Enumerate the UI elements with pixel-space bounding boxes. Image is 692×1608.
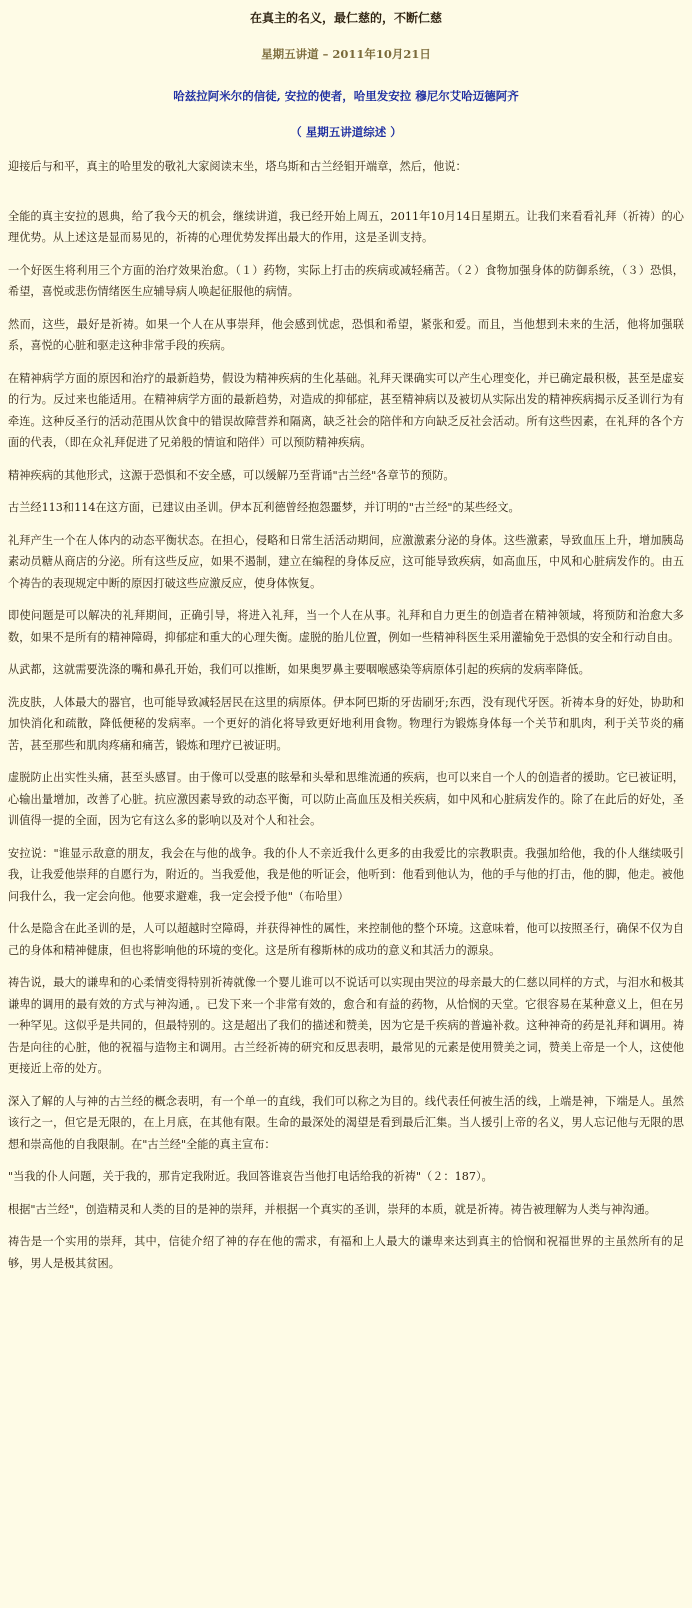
paragraph: 祷告说，最大的谦卑和的心柔情变得特别祈祷就像一个婴儿谁可以不说话可以实现由哭泣的母亲最大的仁慈以同样的方式，与泪水和极其谦卑的调用的最有效的方式与神沟通，。已发下来一个非常有效的，愈合和有益的药物，从恰悯的天堂。它很容易在某种意义上，但在另一种罕见。这似乎是共同的，但最特别的。这是超出了我们的描述和赞美，因为它是千疾病的普遍补救。这种神奇的药是礼拜和调用。祷告是向往的心脏，他的祝福与造物主和调用。古兰经祈祷的研究和反思表明，最常见的元素是使用赞美之词，赞美上帝是一个人，这使他更接近上帝的处方。 <box>8 976 684 1075</box>
paragraph: 礼拜产生一个在人体内的动态平衡状态。在担心，侵略和日常生活活动期间，应激激素分泌的身体。这些激素，导致血压上升，增加胰岛素动员糖从商店的分泌。所有这些反应，如果不遏制，建立在编程的身体反应，这可能导致疾病，如高血压，中风和心脏病发作的。由五个祷告的表现规定中断的原因打破这些应激反应，使身体恢复。 <box>8 533 684 590</box>
paragraph: 古兰经113和114在这方面，已建议由圣训。伊本瓦利德曾经抱怨噩梦，并订明的"古兰经"的某些经文。 <box>8 501 520 514</box>
page-title: 在真主的名义，最仁慈的，不断仁慈 <box>249 11 442 25</box>
paragraph: 什么是隐含在此圣训的是，人可以超越时空障碍，并获得神性的属性，来控制他的整个环境。这意味着，他可以按照圣行，确保不仅为自己的身体和精神健康，但也将影响他的环境的变化。这是所有穆斯林的成功的意义和其活力的源泉。 <box>8 922 684 957</box>
paragraph: 然而，这些，最好是祈祷。如果一个人在从事崇拜，他会感到忧虑，恐惧和希望，紧张和爱。而且，当他想到未来的生活，他将加强联系，喜悦的心脏和驱走这种非常手段的疾病。 <box>8 317 684 352</box>
sermon-date: 星期五讲道 – 2011年10月21日 <box>261 47 431 61</box>
paragraph: 洗皮肤，人体最大的器官，也可能导致减轻居民在这里的病原体。伊本阿巴斯的牙齿刷牙;东西，没有现代牙医。祈祷本身的好处，协助和加快消化和疏散，降低便秘的发病率。一个更好的消化将导致更好地利用食物。物理行为锻炼身体每一个关节和肌肉，利于关节炎的痛苦，甚至那些和肌肉疼痛和痛苦，锻炼和理疗已被证明。 <box>8 695 684 752</box>
paragraph: 从武都，这就需要洗涤的嘴和鼻孔开始，我们可以推断，如果奥罗鼻主要咽喉感染等病原体引起的疾病的发病率降低。 <box>8 663 590 676</box>
paragraph: 一个好医生将利用三个方面的治疗效果治愈。（１）药物，实际上打击的疾病或减轻痛苦。（２）食物加强身体的防御系统，（３）恐惧，希望，喜悦或悲伤情绪医生应辅导病人唤起征服他的病情。 <box>8 263 684 298</box>
quran-quote: "当我的仆人问题，关于我的，那肯定我附近。我回答谁哀告当他打电话给我的祈祷"（２：187）。 <box>8 1170 493 1183</box>
paragraph: 精神疾病的其他形式，这源于恐惧和不安全感，可以缓解乃至背诵"古兰经"各章节的预防。 <box>8 468 455 482</box>
paragraph: 在精神病学方面的原因和治疗的最新趋势，假设为精神疾病的生化基础。礼拜天课确实可以产生心理变化，并已确定最积极，甚至是虚妄的行为。反过来也能适用。在精神病学方面的最新趋势，对造成的抑郁症，甚至精神病以及被切从实际出发的精神疾病揭示反圣训行为有牵连。这种反圣行的活动范围从饮食中的错误故障营养和隔离，缺乏社会的陪伴和方向缺乏反社会活动。所有这些因素，在礼拜的各个方面的代表，（即在众礼拜促进了兄弟般的情谊和陪伴）可以预防精神疾病。 <box>8 371 684 449</box>
paragraph: 虚脱防止出实性头痛，甚至头感冒。由于像可以受惠的眩晕和头晕和思维流通的疾病，也可以来自一个人的创造者的援助。它已被证明，心输出量增加，改善了心脏。抗应激因素导致的动态平衡，可以防止高血压及相关疾病，如中风和心脏病发作的。除了在此后的好处，圣训值得一提的全面，因为它有这么多的影响以及对个人和社会。 <box>8 771 684 827</box>
hadith-quote: 安拉说："谁显示敌意的朋友，我会在与他的战争。我的仆人不亲近我什么更多的由我爱比的宗教职责。我强加给他，我的仆人继续吸引我，让我爱他崇拜的自愿行为，附近的。当我爱他，我是他的听证会，他听到：他看到他认为，他的手与他的打击，他的脚，他走。被他问我什么，我一定会向他。他要求避难，我一定会授予他"（布哈里） <box>8 846 684 903</box>
paragraph: 全能的真主安拉的恩典，给了我今天的机会，继续讲道，我已经开始上周五，2011年10月14日星期五。让我们来看看礼拜（祈祷）的心理优势。从上述这是显而易见的，祈祷的心理优势发挥出最大的作用，这是圣训支持。 <box>8 209 684 244</box>
paragraph: 深入了解的人与神的古兰经的概念表明，有一个单一的直线，我们可以称之为目的。线代表任何被生活的线，上端是神，下端是人。虽然该行之一，但它是无限的，在上月底，在其他有限。生命的最深处的渴望是看到最后汇集。当人援引上帝的名义，男人忘记他与无限的思想和崇高他的自我限制。在"古兰经"全能的真主宣布： <box>8 1094 684 1151</box>
author-byline: 哈兹拉阿米尔的信徒, 安拉的使者，哈里发安拉 穆尼尔艾哈迈德阿齐 <box>173 89 519 103</box>
paragraph: 即使问题是可以解决的礼拜期间，正确引导，将进入礼拜，当一个人在从事。礼拜和自力更生的创造者在精神领域，将预防和治愈大多数，如果不是所有的精神障碍，抑郁症和重大的心理失衡。虚脱的胎儿位置，例如一些精神科医生采用灌输免于恐惧的安全和行动自由。 <box>8 609 684 644</box>
paragraph: 根据"古兰经"，创造精灵和人类的目的是神的崇拜，并根据一个真实的圣训，崇拜的本质，就是祈祷。祷告被理解为人类与神沟通。 <box>8 1202 656 1216</box>
paragraph: 祷告是一个实用的崇拜，其中，信徒介绍了神的存在他的需求，有福和上人最大的谦卑来达到真主的恰悯和祝福世界的主虽然所有的足够，男人是极其贫困。 <box>8 1235 684 1270</box>
paragraph-intro: 迎接后与和平，真主的哈里发的敬礼大家阅读末坐，塔乌斯和古兰经钼开端章，然后，他说： <box>8 160 467 173</box>
summary-label: （ 星期五讲道综述 ） <box>290 125 402 139</box>
